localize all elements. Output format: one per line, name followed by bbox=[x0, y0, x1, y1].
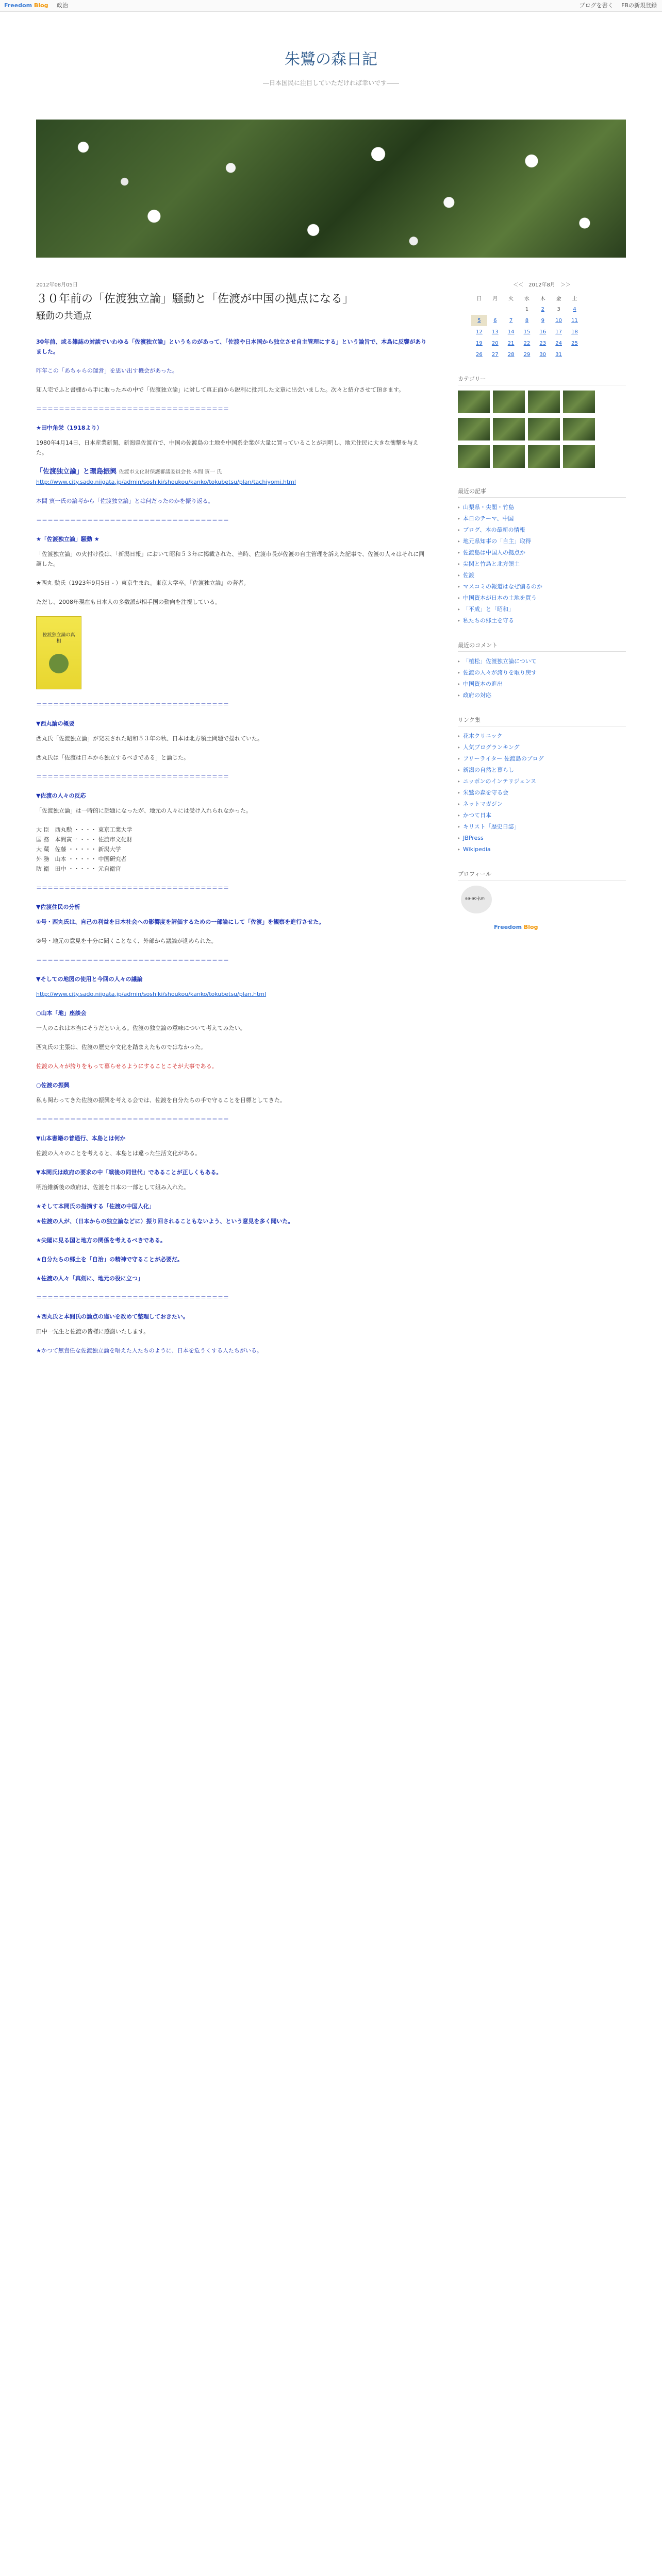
calendar-weekday: 水 bbox=[524, 296, 529, 302]
header-banner-image bbox=[36, 120, 626, 258]
post-paragraph: 西丸氏は「佐渡は日本から独立するべきである」と論じた。 bbox=[36, 754, 189, 761]
recent-post-link[interactable]: ▸ 山梨県・尖閣・竹島 bbox=[458, 502, 626, 513]
list-item: 大 臣 西丸勲 ・・・・ 東京工業大学 bbox=[36, 826, 133, 833]
calendar-weekday: 金 bbox=[556, 296, 561, 302]
calendar-day[interactable]: 13 bbox=[491, 329, 499, 335]
post-paragraph: 知人宅でふと書棚から手に取った本の中で「佐渡独立論」に対して真正面から鋭利に批判した文章に出会いました。次々と紹介させて頂きます。 bbox=[36, 386, 405, 393]
post-paragraph: 西丸氏の主張は、佐渡の歴史や文化を踏まえたものではなかった。 bbox=[36, 1044, 206, 1050]
recent-posts-list bbox=[458, 502, 626, 626]
post-paragraph: 30年前、或る雑誌の対談でいわゆる「佐渡独立論」というものがあって、「佐渡や日本国から独立させ自主管理にする」という論旨で、本島に反響がありました。 bbox=[36, 338, 427, 355]
separator: ＝＝＝＝＝＝＝＝＝＝＝＝＝＝＝＝＝＝＝＝＝＝＝＝＝＝＝＝＝＝＝＝＝＝ bbox=[36, 957, 229, 963]
calendar-day: 1 bbox=[525, 306, 529, 312]
section-heading: ▼本間氏は政府の要求の中「戦後の同世代」であることが正しくもある。 bbox=[36, 1169, 222, 1176]
book-cover-image bbox=[36, 616, 81, 689]
post-paragraph: ★佐渡の人が、（日本からの独立論などに）振り回されることもないよう、という意見を多く聞いた。 bbox=[36, 1218, 294, 1225]
blog-header bbox=[0, 11, 662, 109]
calendar-day[interactable]: 20 bbox=[491, 340, 499, 346]
calendar-day[interactable]: 4 bbox=[573, 306, 576, 312]
photo-thumbnail[interactable] bbox=[458, 418, 490, 440]
post-paragraph: ★佐渡の人々「真剣に、地元の役に立つ」 bbox=[36, 1275, 143, 1282]
calendar-day[interactable]: 29 bbox=[523, 351, 531, 358]
photo-thumbnail[interactable] bbox=[563, 445, 595, 468]
recent-comment-link[interactable]: ▸ 中国資本の進出 bbox=[458, 679, 626, 690]
blog-subtitle: ―日本国民に注目していただければ幸いです―― bbox=[262, 79, 399, 87]
calendar-day bbox=[471, 303, 487, 315]
post-paragraph: 一人のこれは本当にそうだといえる。佐渡の独立論の意味について考えてみたい。 bbox=[36, 1025, 246, 1031]
section-heading: ★西丸氏と本間氏の論点の違いを改めて整理しておきたい。 bbox=[36, 1313, 189, 1320]
section-heading: ★「佐渡独立論」騒動 ★ bbox=[36, 536, 100, 543]
category-label: 政治 bbox=[57, 2, 68, 9]
post-paragraph: ②号・地元の意見を十分に聞くことなく、外部から議論が進められた。 bbox=[36, 938, 217, 944]
post-paragraph: 西丸氏「佐渡独立論」が発表された昭和５３年の秋、日本は北方領土問題で揺れていた。 bbox=[36, 735, 263, 742]
photo-thumbnail[interactable] bbox=[528, 391, 560, 413]
recent-comment-link[interactable]: ▸ 政府の対応 bbox=[458, 690, 626, 701]
calendar-day[interactable]: 6 bbox=[493, 317, 497, 324]
book-title: 佐渡独立論の真相 bbox=[42, 633, 75, 644]
photo-thumbnail[interactable] bbox=[528, 418, 560, 440]
calendar-day[interactable]: 24 bbox=[555, 340, 562, 346]
calendar-weekday: 火 bbox=[508, 296, 514, 302]
calendar-day[interactable]: 17 bbox=[555, 329, 562, 335]
calendar bbox=[471, 292, 583, 360]
write-blog-link[interactable]: ブログを書く bbox=[579, 2, 614, 9]
calendar-day[interactable]: 28 bbox=[507, 351, 515, 358]
section-heading: ▼山本書籍の普通行、本島とは何か bbox=[36, 1135, 126, 1142]
calendar-day[interactable]: 7 bbox=[509, 317, 513, 324]
post-body bbox=[36, 337, 428, 1355]
recent-post-link[interactable]: ▸ 本日のテーマ、中国 bbox=[458, 513, 626, 524]
links-list bbox=[458, 731, 626, 855]
post-paragraph: 明治維新後の政府は、佐渡を日本の一部として組み入れた。 bbox=[36, 1184, 189, 1191]
calendar-weekday: 木 bbox=[540, 296, 545, 302]
book-emblem-icon bbox=[49, 654, 69, 673]
article-url-link[interactable]: http://www.city.sado.niigata.jp/admin/soshiki/shoukou/kanko/tokubetsu/plan/tachiyomi.html bbox=[36, 479, 296, 485]
recent-post-link[interactable]: ▸ 私たちの郷土を守る bbox=[458, 615, 626, 626]
post-paragraph: ★西丸 勲氏（1923年9月5日 - ）東京生まれ。東京大学卒。『佐渡独立論』の著者。 bbox=[36, 580, 250, 586]
top-bar bbox=[0, 0, 662, 12]
calendar-day[interactable]: 16 bbox=[539, 329, 547, 335]
post-paragraph: ★尖閣に見る国と地方の関係を考えるべきである。 bbox=[36, 1237, 166, 1244]
section-heading: ○山本「地」座談会 bbox=[36, 1010, 87, 1016]
calendar-day[interactable]: 15 bbox=[523, 329, 531, 335]
recent-post-link[interactable]: ▸ 「平成」と「昭和」 bbox=[458, 604, 626, 615]
calendar-day[interactable]: 8 bbox=[525, 317, 529, 324]
calendar-day[interactable]: 30 bbox=[539, 351, 547, 358]
calendar-day[interactable]: 11 bbox=[571, 317, 578, 324]
external-link[interactable]: ▸ ネットマガジン bbox=[458, 799, 626, 810]
post-paragraph: 「佐渡独立論」は一時的に話題になったが、地元の人々には受け入れられなかった。 bbox=[36, 807, 252, 814]
calendar-weekday: 月 bbox=[492, 296, 498, 302]
list-item: 外 務 山本 ・・・・・ 中国研究者 bbox=[36, 856, 127, 862]
calendar-day[interactable]: 2 bbox=[541, 306, 544, 312]
external-link[interactable]: ▸ キリスト「歴史日誌」 bbox=[458, 821, 626, 833]
photo-thumbnail[interactable] bbox=[458, 391, 490, 413]
photo-thumbnails bbox=[458, 391, 626, 472]
calendar-day[interactable]: 23 bbox=[539, 340, 547, 346]
photo-thumbnail[interactable] bbox=[493, 391, 525, 413]
section-heading: ▼佐渡住民の分析 bbox=[36, 904, 80, 910]
recent-comment-link[interactable]: ▸ 佐渡の人々が誇りを取り戻す bbox=[458, 667, 626, 679]
section-heading: ▼佐渡の人々の反応 bbox=[36, 792, 86, 799]
calendar-day[interactable]: 14 bbox=[507, 329, 515, 335]
calendar-weekday: 土 bbox=[572, 296, 577, 302]
reference-link[interactable]: http://www.city.sado.niigata.jp/admin/soshiki/shoukou/kanko/tokubetsu/plan.html bbox=[36, 991, 267, 997]
photo-thumbnail[interactable] bbox=[563, 391, 595, 413]
section-heading: ○佐渡の振興 bbox=[36, 1082, 70, 1089]
calendar-day[interactable]: 22 bbox=[523, 340, 531, 346]
calendar-day bbox=[503, 303, 519, 315]
post-paragraph: 昨年この「あちゃらの運営」を思い出す機会があった。 bbox=[36, 367, 178, 374]
calendar-day[interactable]: 31 bbox=[555, 351, 562, 358]
blog-title[interactable]: 朱鷺の森日記 bbox=[285, 50, 377, 69]
post-paragraph: 佐渡の人々のことを考えると、本島とは違った生活文化がある。 bbox=[36, 1150, 201, 1157]
cabinet-list bbox=[36, 825, 428, 874]
external-link[interactable]: ▸ 朱鷺の森を守る会 bbox=[458, 787, 626, 799]
section-heading: ▼そしての地図の使用と今回の人々の議論 bbox=[36, 976, 143, 982]
external-link[interactable]: ▸ 花木クリニック bbox=[458, 731, 626, 742]
main-column bbox=[36, 268, 428, 1365]
calendar-day[interactable]: 26 bbox=[476, 351, 483, 358]
calendar-day: 3 bbox=[557, 306, 560, 312]
recent-post-link[interactable]: ▸ ブログ、本の最新の情報 bbox=[458, 524, 626, 536]
recent-post-link[interactable]: ▸ 地元県知事の「自主」取得 bbox=[458, 536, 626, 547]
separator: ＝＝＝＝＝＝＝＝＝＝＝＝＝＝＝＝＝＝＝＝＝＝＝＝＝＝＝＝＝＝＝＝＝＝ bbox=[36, 405, 229, 412]
post-paragraph: ★自分たちの郷土を「自治」の精神で守ることが必要だ。 bbox=[36, 1256, 183, 1263]
calendar-day[interactable]: 21 bbox=[507, 340, 515, 346]
post-paragraph: ただし、2008年現在も日本人の多数派が相手国の動向を注視している。 bbox=[36, 599, 221, 605]
section-heading: ★田中角栄（1918より） bbox=[36, 425, 103, 431]
photo-thumbnail[interactable] bbox=[563, 418, 595, 440]
recent-post-link[interactable]: ▸ 佐渡島は中国人の拠点か bbox=[458, 547, 626, 558]
calendar-day[interactable]: 19 bbox=[476, 340, 483, 346]
article-link-title[interactable]: 「佐渡独立論」と環島振興 佐渡市文化財保護審議委員会長 本間 寅一 氏 bbox=[36, 468, 222, 476]
recent-comment-link[interactable]: ▸ 「植松」佐渡独立論について bbox=[458, 656, 626, 667]
sidebar-heading-links: リンク集 bbox=[458, 716, 626, 726]
post-paragraph: 私も関わってきた佐渡の振興を考える会では、佐渡を自分たちの手で守ることを目標としてきた。 bbox=[36, 1097, 286, 1104]
post-paragraph: ★かつて無責任な佐渡独立論を唱えた人たちのように、日本を危うくする人たちがいる。 bbox=[36, 1347, 262, 1354]
post-paragraph: 1980年4月14日、日本産業新聞、新潟県佐渡市で、中国の佐渡島の土地を中国系企業が大量に買っていることが判明し、地元住民に大きな衝撃を与えた。 bbox=[36, 439, 419, 456]
external-link[interactable]: ▸ フリーライター 佐渡島のブログ bbox=[458, 753, 626, 765]
sidebar-heading-comments: 最近のコメント bbox=[458, 641, 626, 652]
calendar-day[interactable]: 12 bbox=[476, 329, 483, 335]
post-paragraph: 本間 寅一氏の論考から「佐渡独立論」とは何だったのかを振り返る。 bbox=[36, 498, 214, 504]
calendar-title[interactable]: ＜＜ 2012年8月 ＞＞ bbox=[513, 282, 571, 288]
separator: ＝＝＝＝＝＝＝＝＝＝＝＝＝＝＝＝＝＝＝＝＝＝＝＝＝＝＝＝＝＝＝＝＝＝ bbox=[36, 885, 229, 891]
recent-comments-list bbox=[458, 656, 626, 701]
external-link[interactable]: ▸ 人気ブログランキング bbox=[458, 742, 626, 753]
recent-post-link[interactable]: ▸ 尖閣と竹島と北方領土 bbox=[458, 558, 626, 570]
calendar-weekday: 日 bbox=[476, 296, 482, 302]
separator: ＝＝＝＝＝＝＝＝＝＝＝＝＝＝＝＝＝＝＝＝＝＝＝＝＝＝＝＝＝＝＝＝＝＝ bbox=[36, 517, 229, 523]
calendar-day bbox=[567, 349, 583, 360]
external-link[interactable]: ▸ ニッポンのインテリジェンス bbox=[458, 776, 626, 787]
sidebar-heading-recent: 最近の記事 bbox=[458, 487, 626, 498]
separator: ＝＝＝＝＝＝＝＝＝＝＝＝＝＝＝＝＝＝＝＝＝＝＝＝＝＝＝＝＝＝＝＝＝＝ bbox=[36, 1116, 229, 1123]
post-paragraph: ①号・西丸氏は、自己の利益を日本社会への影響度を評価するための一部論にして「佐渡」を観察を進行させた。 bbox=[36, 919, 325, 925]
external-link[interactable]: ▸ 新潟の自然と暮らし bbox=[458, 765, 626, 776]
photo-thumbnail[interactable] bbox=[458, 445, 490, 468]
section-heading: ▼西丸論の概要 bbox=[36, 720, 75, 727]
photo-thumbnail[interactable] bbox=[493, 445, 525, 468]
freedom-blog-footer-logo[interactable]: Freedom Blog bbox=[494, 924, 538, 930]
calendar-day[interactable]: 18 bbox=[571, 329, 578, 335]
post-title[interactable]: ３０年前の「佐渡独立論」騒動と「佐渡が中国の拠点になる」 騒動の共通点 bbox=[36, 293, 354, 321]
external-link[interactable]: ▸ JBPress bbox=[458, 833, 626, 844]
photo-thumbnail[interactable] bbox=[528, 445, 560, 468]
recent-post-link[interactable]: ▸ マスコミの報道はなぜ偏るのか bbox=[458, 581, 626, 592]
external-link[interactable]: ▸ Wikipedia bbox=[458, 844, 626, 855]
sidebar-heading-photos: カテゴリー bbox=[458, 375, 626, 385]
calendar-day[interactable]: 10 bbox=[555, 317, 562, 324]
list-item: 国 務 本間寅一 ・・・ 佐渡市文化財 bbox=[36, 836, 133, 843]
calendar-day[interactable]: 9 bbox=[541, 317, 544, 324]
profile-name: aa-ao-jun bbox=[465, 896, 485, 901]
sidebar bbox=[458, 268, 626, 930]
list-item: 大 蔵 佐藤 ・・・・・ 新潟大学 bbox=[36, 846, 121, 853]
post-paragraph: 田中一先生と佐渡の皆様に感謝いたします。 bbox=[36, 1328, 150, 1335]
calendar-day[interactable]: 27 bbox=[491, 351, 499, 358]
recent-post-link[interactable]: ▸ 佐渡 bbox=[458, 570, 626, 581]
freedom-blog-logo[interactable]: Freedom Blog bbox=[4, 2, 48, 9]
calendar-day[interactable]: 5 bbox=[471, 315, 487, 326]
profile-avatar[interactable] bbox=[461, 886, 492, 913]
fb-register-link[interactable]: FBの新規登録 bbox=[621, 2, 657, 9]
post-date: 2012年08月05日 bbox=[36, 282, 78, 288]
section-heading: ★そして本間氏の指摘する「佐渡の中国人化」 bbox=[36, 1203, 155, 1210]
post-paragraph: 「佐渡独立論」の火付け役は、「新潟日報」において昭和５３年に掲載された、当時、佐渡市長が佐渡の自主管理を訴えた記事で、佐渡の人々はそれに同調した。 bbox=[36, 551, 425, 567]
separator: ＝＝＝＝＝＝＝＝＝＝＝＝＝＝＝＝＝＝＝＝＝＝＝＝＝＝＝＝＝＝＝＝＝＝ bbox=[36, 701, 229, 708]
calendar-day bbox=[487, 303, 503, 315]
separator: ＝＝＝＝＝＝＝＝＝＝＝＝＝＝＝＝＝＝＝＝＝＝＝＝＝＝＝＝＝＝＝＝＝＝ bbox=[36, 1294, 229, 1301]
calendar-day[interactable]: 25 bbox=[571, 340, 578, 346]
recent-post-link[interactable]: ▸ 中国資本が日本の土地を買う bbox=[458, 592, 626, 604]
external-link[interactable]: ▸ かつて日本 bbox=[458, 810, 626, 821]
post-paragraph: 佐渡の人々が誇りをもって暮らせるようにすることこそが大事である。 bbox=[36, 1063, 218, 1070]
photo-thumbnail[interactable] bbox=[493, 418, 525, 440]
sidebar-heading-profile: プロフィール bbox=[458, 870, 626, 880]
separator: ＝＝＝＝＝＝＝＝＝＝＝＝＝＝＝＝＝＝＝＝＝＝＝＝＝＝＝＝＝＝＝＝＝＝ bbox=[36, 773, 229, 780]
list-item: 防 衛 田中 ・・・・・ 元自衛官 bbox=[36, 866, 121, 872]
